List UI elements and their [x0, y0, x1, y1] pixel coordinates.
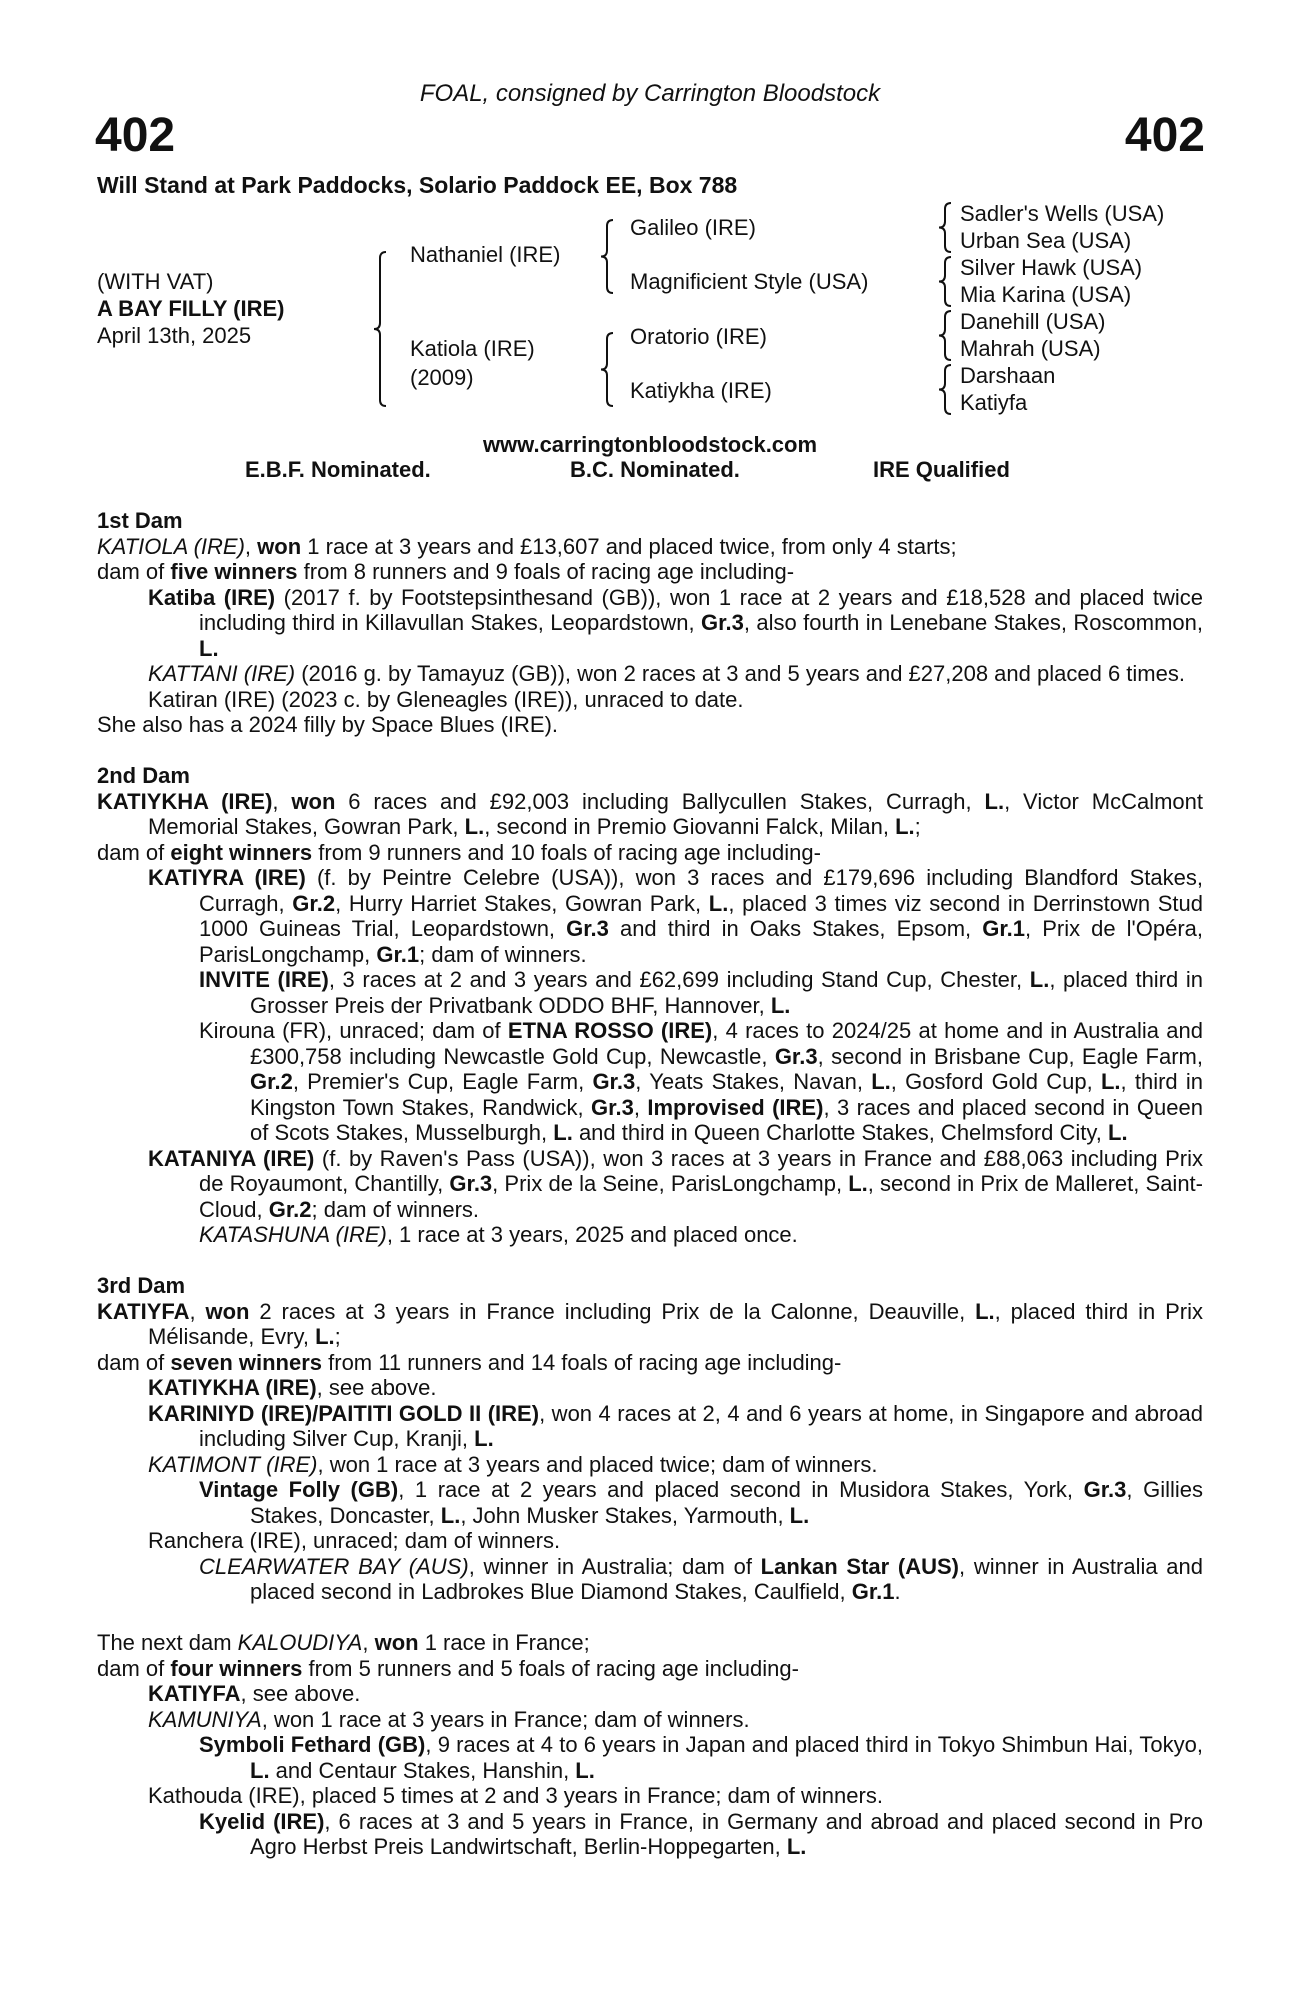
sire-dam: Magnificient Style (USA)	[630, 269, 869, 294]
text: ,	[272, 788, 292, 814]
brace	[601, 333, 613, 406]
bold-text: won	[205, 1298, 250, 1324]
text: ; dam of winners.	[419, 941, 587, 967]
pedigree-entry	[97, 559, 1203, 585]
text: , Yeats Stakes, Navan,	[635, 1069, 872, 1094]
pedigree-entry	[97, 712, 1203, 738]
italic-text: CLEARWATER BAY (AUS)	[199, 1553, 469, 1579]
bold-text: L.	[553, 1120, 573, 1145]
text: ;	[914, 814, 921, 839]
lot-number-left: 402	[95, 109, 176, 162]
bold-text: Vintage Folly (GB)	[199, 1477, 399, 1502]
pedigree-entry	[199, 1477, 1203, 1528]
pedigree-entry	[148, 584, 1203, 662]
foaling-date: April 13th, 2025	[97, 323, 252, 348]
text: , 3 races at 2 and 3 years and £62,699 including Stand Cup, Chester,	[328, 967, 1030, 992]
gen3-ancestor: Urban Sea (USA)	[960, 228, 1132, 253]
sire-sire: Galileo (IRE)	[630, 215, 756, 240]
bold-text: Gr.3	[1083, 1477, 1127, 1502]
gen3-ancestor: Silver Hawk (USA)	[960, 255, 1143, 280]
gen3-ancestor: Mia Karina (USA)	[960, 282, 1132, 307]
text: , winner in Australia and placed second in Ladbrokes Blue Diamond Stakes, Caulfield,	[250, 1553, 1203, 1604]
bold-text: Lankan Star (AUS)	[760, 1553, 960, 1579]
bold-text: L.	[848, 1171, 868, 1196]
pedigree-entry	[148, 686, 1203, 713]
text: , 3 races and placed second in Queen of Scots Stakes, Musselburgh,	[250, 1094, 1203, 1145]
section-heading: 1st Dam	[97, 508, 183, 533]
bold-text: four winners	[170, 1655, 303, 1681]
italic-text: KATIMONT (IRE)	[148, 1451, 318, 1477]
brace	[939, 203, 951, 252]
text: Kathouda (IRE), placed 5 times at 2 and 3 years in France; dam of winners.	[148, 1783, 883, 1808]
dam-section	[97, 1273, 1203, 1605]
brace	[939, 365, 951, 414]
bold-text: L.	[250, 1757, 270, 1783]
text: , placed 3 times viz second in Derrinstown Stud 1000 Guineas Trial, Leopardstown,	[199, 890, 1203, 941]
gen3-ancestor: Katiyfa	[960, 390, 1028, 415]
horse-name: A BAY FILLY (IRE)	[97, 296, 285, 321]
pedigree-entry	[199, 1553, 1203, 1605]
bold-text: L.	[789, 1502, 810, 1528]
text: , third in Kingston Town Stakes, Randwick,	[250, 1069, 1204, 1120]
pedigree-entry	[199, 1222, 1203, 1248]
text: ;	[334, 1324, 341, 1349]
text: from 9 runners and 10 foals of racing age including-	[312, 839, 821, 865]
bold-text: Gr.3	[591, 1094, 634, 1120]
text: , see above.	[240, 1681, 361, 1706]
bold-text: Kyelid (IRE)	[199, 1808, 325, 1834]
bold-text: L.	[464, 814, 485, 839]
bold-text: won	[374, 1630, 419, 1655]
bold-text: ETNA ROSSO (IRE)	[507, 1018, 713, 1043]
text: dam of	[97, 1655, 171, 1681]
italic-text: KATTANI (IRE)	[148, 661, 296, 686]
text: (f. by Peintre Celebre (USA)), won 3 races and £179,696 including Blandford Stakes, Curragh,	[199, 865, 1203, 916]
section-heading: 2nd Dam	[97, 763, 190, 788]
text: ; dam of winners.	[311, 1196, 480, 1222]
pedigree-entry	[148, 1400, 1204, 1452]
gen3-ancestor: Mahrah (USA)	[960, 336, 1101, 361]
bold-text: L.	[1100, 1069, 1121, 1094]
catalogue-body	[97, 508, 1203, 1885]
bold-text: Gr.1	[376, 941, 420, 967]
bold-text: Gr.3	[701, 610, 744, 635]
text: , 4 races to 2024/25 at home and in Australia and £300,758 including Newcastle Gold Cup, Newcastle,	[250, 1018, 1203, 1069]
pedigree-entry	[148, 865, 1204, 967]
lot-number-right: 402	[1124, 109, 1205, 162]
text: , second in Premio Giovanni Falck, Milan,	[484, 814, 896, 839]
bold-text: KATIYKHA (IRE)	[148, 1375, 317, 1400]
bold-text: Symboli Fethard (GB)	[199, 1732, 426, 1757]
gen3-ancestor: Danehill (USA)	[960, 309, 1106, 334]
text: and third in Oaks Stakes, Epsom,	[608, 916, 983, 941]
text: (f. by Raven's Pass (USA)), won 3 races at 3 years in France and £88,063 including Prix de Royaumont, Chantilly,	[199, 1145, 1204, 1196]
text: ,	[362, 1630, 375, 1655]
text: , see above.	[316, 1375, 437, 1400]
text: from 5 runners and 5 foals of racing age including-	[302, 1655, 799, 1681]
text: , also fourth in Lenebane Stakes, Roscommon,	[743, 610, 1203, 635]
text: (2017 f. by Footstepsinthesand (GB)), won 1 race at 2 years and £18,528 and placed twice including third in Killavullan Stakes, Leopardstown,	[199, 584, 1203, 635]
pedigree-entry	[148, 1451, 1203, 1478]
bold-text: won	[257, 533, 302, 559]
text: Ranchera (IRE), unraced; dam of winners.	[148, 1528, 561, 1553]
text: , 1 race at 3 years, 2025 and placed once.	[386, 1222, 798, 1247]
text: (2016 g. by Tamayuz (GB)), won 2 races at 3 and 5 years and £27,208 and placed 6 times.	[295, 661, 1185, 686]
bold-text: five winners	[170, 559, 298, 584]
bold-text: KARINIYD (IRE)/PAITITI GOLD II (IRE)	[148, 1400, 540, 1426]
italic-text: KATASHUNA (IRE)	[199, 1222, 387, 1247]
text: , placed third in Prix Mélisande, Evry,	[148, 1298, 1203, 1349]
dam-section	[97, 763, 1203, 1248]
text: dam of	[97, 1349, 171, 1375]
text: dam of	[97, 559, 171, 584]
dam: Katiola (IRE)	[410, 336, 535, 361]
bold-text: Gr.3	[774, 1043, 818, 1069]
pedigree-entry	[148, 1706, 1203, 1733]
text: , second in Brisbane Cup, Eagle Farm,	[817, 1043, 1203, 1069]
dam-section	[97, 1630, 1203, 1860]
brace	[939, 311, 951, 360]
gen3-ancestor: Sadler's Wells (USA)	[960, 201, 1165, 226]
text: Kirouna (FR), unraced; dam of	[199, 1018, 508, 1043]
brace	[939, 257, 951, 306]
consignor-line: FOAL, consigned by Carrington Bloodstock	[419, 80, 881, 107]
pedigree-entry	[148, 1783, 1203, 1809]
text: , 9 races at 4 to 6 years in Japan and placed third in Tokyo Shimbun Hai, Tokyo,	[425, 1732, 1204, 1757]
pedigree-entry	[148, 1528, 1203, 1554]
bold-text: KATIYKHA (IRE)	[97, 788, 273, 814]
bold-text: L.	[1108, 1120, 1128, 1145]
brace	[374, 252, 386, 406]
dam-section	[97, 508, 1203, 738]
text: 1 race at 3 years and £13,607 and placed twice, from only 4 starts;	[301, 533, 957, 559]
bold-text: KATIYRA (IRE)	[148, 865, 306, 890]
text: , John Musker Stakes, Yarmouth,	[460, 1502, 790, 1528]
text: She also has a 2024 filly by Space Blues (IRE).	[97, 712, 559, 737]
bold-text: KATIYFA	[97, 1298, 190, 1324]
bold-text: Gr.1	[851, 1579, 895, 1604]
bold-text: L.	[440, 1502, 461, 1528]
ire-qualified: IRE Qualified	[873, 457, 1010, 482]
italic-text: KAMUNIYA	[148, 1706, 262, 1732]
bold-text: L.	[708, 890, 729, 916]
gen3-ancestor: Darshaan	[960, 363, 1056, 388]
bold-text: won	[291, 788, 336, 814]
dam-sire: Oratorio (IRE)	[630, 324, 767, 349]
italic-text: KALOUDIYA	[237, 1630, 363, 1655]
text: ,	[633, 1094, 648, 1120]
text: , second in Prix de Malleret, Saint-Cloud,	[199, 1171, 1203, 1222]
text: from 8 runners and 9 foals of racing age including-	[297, 559, 795, 584]
pedigree-entry	[97, 1298, 1203, 1350]
stabling-location: Will Stand at Park Paddocks, Solario Paddock EE, Box 788	[97, 172, 738, 198]
text: 6 races and £92,003 including Ballycullen Stakes, Curragh,	[335, 788, 985, 814]
bold-text: KATANIYA (IRE)	[148, 1145, 315, 1171]
bold-text: INVITE (IRE)	[199, 967, 329, 992]
ebf-nomination: E.B.F. Nominated.	[245, 457, 431, 482]
text: dam of	[97, 839, 171, 865]
text: , Gillies Stakes, Doncaster,	[250, 1477, 1203, 1528]
text: , Premier's Cup, Eagle Farm,	[292, 1069, 593, 1094]
pedigree-entry	[199, 1732, 1204, 1783]
pedigree-entry	[97, 533, 1203, 560]
text: , placed third in Grosser Preis der Privatbank ODDO BHF, Hannover,	[250, 967, 1203, 1018]
text: , Prix de la Seine, ParisLongchamp,	[492, 1171, 849, 1196]
pedigree-entry	[97, 1630, 1203, 1656]
bold-text: Gr.2	[250, 1069, 293, 1094]
bold-text: Improvised (IRE)	[647, 1094, 824, 1120]
bold-text: L.	[786, 1834, 807, 1859]
text: from 11 runners and 14 foals of racing age including-	[322, 1349, 842, 1375]
text: , Victor McCalmont Memorial Stakes, Gowran Park,	[148, 788, 1204, 839]
text: , Gosford Gold Cup,	[890, 1069, 1101, 1094]
text: , won 1 race at 3 years in France; dam of winners.	[261, 1706, 750, 1732]
bold-text: L.	[575, 1757, 595, 1783]
website-link[interactable]: www.carringtonbloodstock.com	[482, 432, 818, 457]
bold-text: Gr.1	[982, 916, 1026, 941]
bold-text: Gr.2	[268, 1196, 312, 1222]
section-heading: 3rd Dam	[97, 1273, 186, 1298]
text: , Prix de l'Opéra, ParisLongchamp,	[199, 916, 1204, 967]
pedigree-entry	[97, 839, 1203, 866]
pedigree-entry	[97, 788, 1204, 840]
bold-text: Katiba (IRE)	[148, 584, 276, 610]
bold-text: L.	[315, 1324, 335, 1349]
text: , 6 races at 3 and 5 years in France, in Germany and abroad and placed second in Pro Agro Herbst Preis Landwirtschaft, Berlin-Hoppegarten,	[250, 1808, 1203, 1859]
pedigree-entry	[199, 1018, 1204, 1146]
text: , winner in Australia; dam of	[468, 1553, 761, 1579]
text: ,	[244, 533, 258, 559]
text: , won 4 races at 2, 4 and 6 years at home, in Singapore and abroad including Silver Cup, Kranji,	[199, 1400, 1204, 1451]
bold-text: Gr.3	[566, 916, 609, 941]
bold-text: L.	[871, 1069, 891, 1094]
text: , 1 race at 2 years and placed second in Musidora Stakes, York,	[398, 1477, 1084, 1502]
text: .	[894, 1579, 901, 1604]
bold-text: Gr.3	[449, 1171, 493, 1196]
text: 2 races at 3 years in France including Prix de la Calonne, Deauville,	[249, 1298, 976, 1324]
text: , won 1 race at 3 years and placed twice; dam of winners.	[317, 1451, 878, 1477]
pedigree-entry	[199, 1808, 1203, 1860]
italic-text: KATIOLA (IRE)	[97, 533, 245, 559]
bold-text: L.	[199, 635, 219, 661]
text: 1 race in France;	[418, 1630, 590, 1655]
bc-nomination: B.C. Nominated.	[570, 457, 740, 482]
text: ,	[189, 1298, 206, 1324]
pedigree-entry	[148, 1375, 1203, 1401]
bold-text: L.	[1029, 967, 1050, 992]
brace	[601, 220, 613, 293]
text: The next dam	[97, 1630, 238, 1655]
bold-text: seven winners	[170, 1349, 323, 1375]
text: , Hurry Harriet Stakes, Gowran Park,	[335, 890, 709, 916]
bold-text: L.	[984, 788, 1005, 814]
pedigree-entry	[148, 1681, 1203, 1707]
pedigree-entry	[148, 1145, 1204, 1223]
bold-text: eight winners	[170, 839, 313, 865]
pedigree-entry	[148, 661, 1203, 687]
pedigree-entry	[97, 1349, 1203, 1376]
text: and third in Queen Charlotte Stakes, Chelmsford City,	[572, 1120, 1109, 1145]
vat-note: (WITH VAT)	[97, 269, 214, 294]
pedigree-entry	[97, 1655, 1203, 1682]
text: Katiran (IRE) (2023 c. by Gleneagles (IRE)), unraced to date.	[148, 686, 744, 712]
bold-text: Gr.3	[592, 1069, 636, 1094]
bold-text: L.	[975, 1298, 995, 1324]
bold-text: Gr.2	[292, 890, 336, 916]
bold-text: L.	[474, 1426, 494, 1451]
dam-dam: Katiykha (IRE)	[630, 378, 772, 403]
bold-text: KATIYFA	[148, 1681, 241, 1706]
text: and Centaur Stakes, Hanshin,	[269, 1757, 576, 1783]
bold-text: L.	[895, 814, 915, 839]
bold-text: L.	[770, 992, 791, 1018]
pedigree-entry	[199, 967, 1203, 1018]
dam-year: (2009)	[410, 365, 474, 390]
sire: Nathaniel (IRE)	[410, 242, 561, 267]
